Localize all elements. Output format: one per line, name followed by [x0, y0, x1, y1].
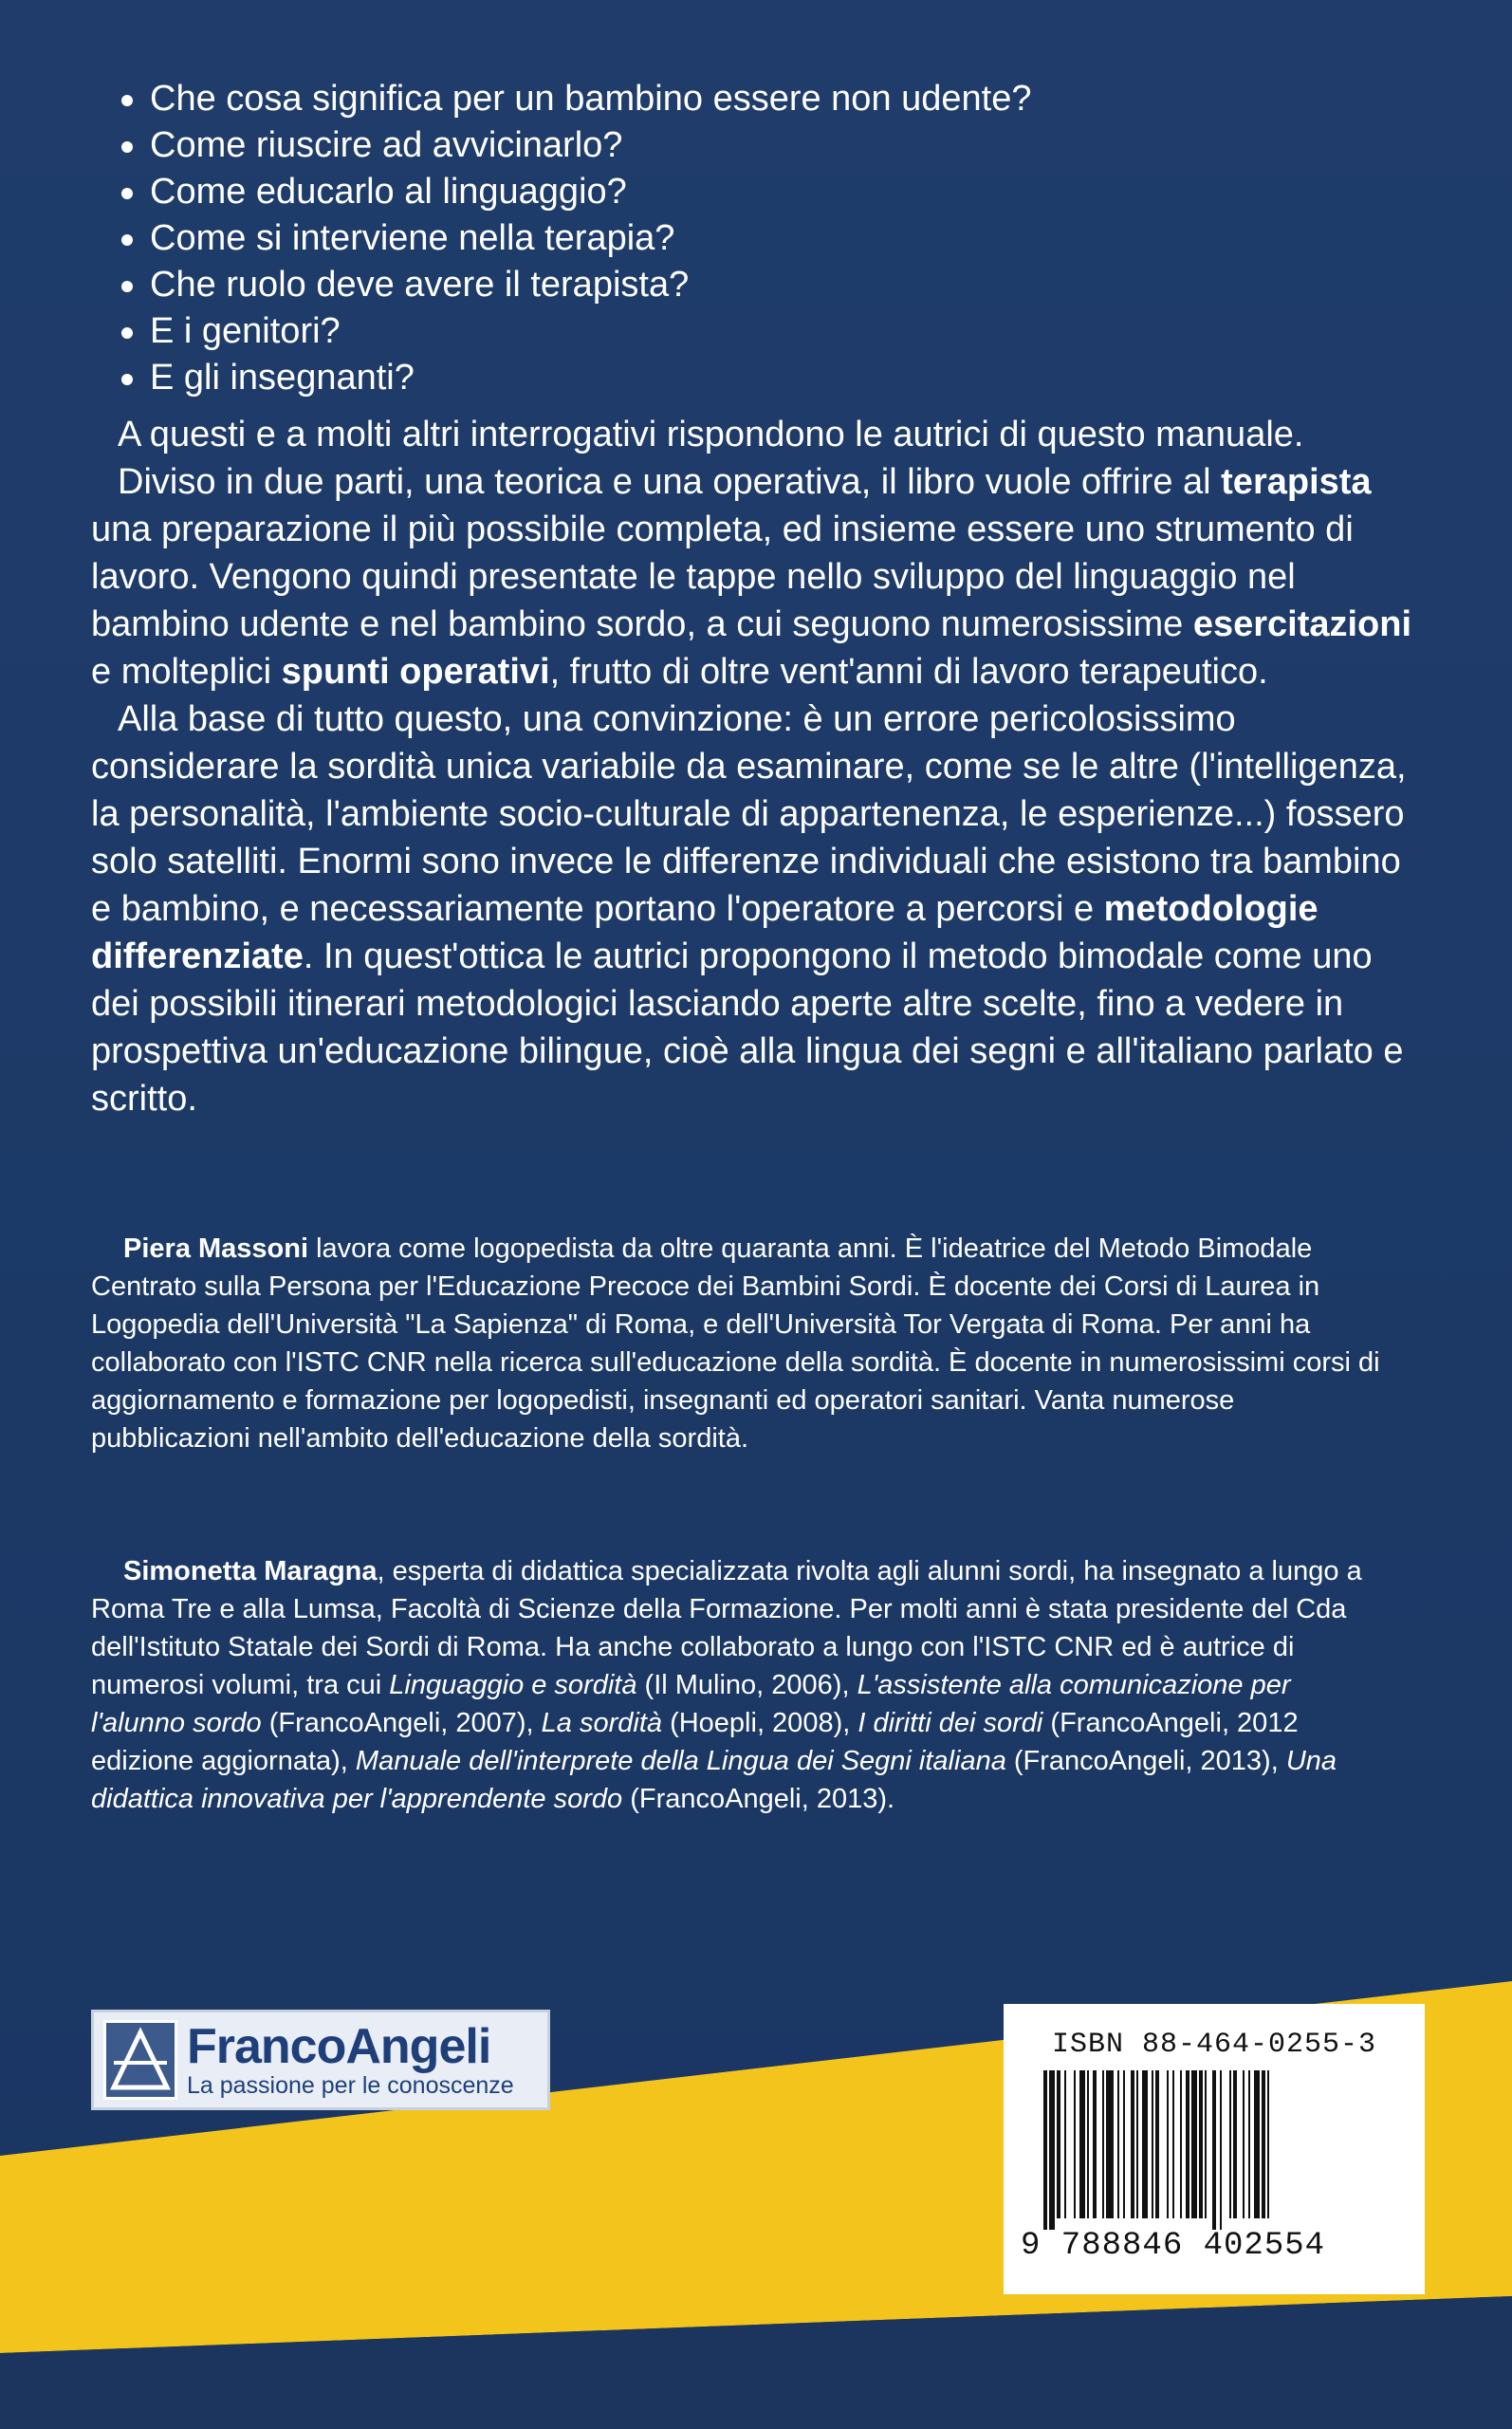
barcode-bar	[1131, 2070, 1134, 2218]
publisher-wordmark	[187, 2021, 514, 2099]
bullet-icon	[121, 95, 133, 106]
book-title: L'assistente alla comunicazione per l'alunno sordo	[91, 1670, 1291, 1738]
blurb-paragraph-1	[91, 411, 1419, 458]
barcode-bar	[1102, 2070, 1104, 2218]
barcode-bar	[1123, 2070, 1125, 2218]
author-bio-maragna	[91, 1552, 1391, 1818]
question-item	[91, 355, 1419, 401]
barcode-bar	[1064, 2070, 1066, 2218]
ean-number: 9 788846 402554	[1021, 2228, 1326, 2264]
question-item	[91, 215, 1419, 262]
blurb-text: A questi e a molti altri interrogativi rispondono le autrici di questo manuale.	[118, 415, 1304, 454]
bio-text: , esperta di didattica specializzata rivolta agli alunni sordi, ha insegnato a lungo a Roma Tre e alla Lumsa, Facoltà di Scienze della Formazione. Per molti anni è stata presidente del Cda dell'Istituto Statale dei Sordi di Roma. Ha anche collaborato a lungo con l'ISTC CNR ed è autrice di numerosi volumi, tra cui	[91, 1556, 1362, 1700]
question-text: E i genitori?	[150, 311, 341, 351]
barcode-bar	[1248, 2070, 1250, 2218]
barcode-bar	[1254, 2070, 1260, 2218]
barcode-bar	[1233, 2070, 1237, 2218]
barcode-bar	[1117, 2070, 1119, 2218]
bio-text: (FrancoAngeli, 2013).	[622, 1784, 895, 1814]
blurb-paragraph-3	[91, 695, 1419, 1122]
bio-text: (FrancoAngeli, 2007),	[261, 1708, 542, 1738]
barcode-bar	[1106, 2070, 1114, 2218]
barcode-bar	[1079, 2070, 1085, 2218]
barcode-bar	[1087, 2070, 1089, 2218]
question-text: Come educarlo al linguaggio?	[150, 172, 627, 212]
barcode-bar	[1229, 2070, 1231, 2218]
question-list	[91, 76, 1419, 401]
bullet-icon	[121, 188, 133, 199]
author-name: Piera Massoni	[123, 1233, 309, 1264]
barcode-icon	[1043, 2070, 1394, 2230]
barcode-bar	[1136, 2070, 1138, 2218]
blurb-emphasis: metodologie differenziate	[91, 889, 1318, 976]
question-item	[91, 169, 1419, 215]
barcode-bar	[1057, 2070, 1060, 2218]
blurb-section	[91, 411, 1419, 1122]
bio-text: (Il Mulino, 2006),	[636, 1670, 857, 1700]
barcode-bar	[1074, 2070, 1076, 2218]
bio-text: (FrancoAngeli, 2012 edizione aggiornata),	[91, 1708, 1299, 1776]
bullet-icon	[121, 281, 133, 292]
barcode-bar	[1043, 2070, 1047, 2230]
blurb-text: e molteplici	[91, 652, 282, 692]
question-item	[91, 122, 1419, 169]
publisher-mark-icon	[103, 2020, 177, 2100]
blurb-text: . In quest'ottica le autrici propongono il metodo bimodale come uno dei possibili itinerari metodologici lasciando aperte altre scelte, fino a vedere in prospettiva un'educazione bilingue, cioè alla lingua dei segni e all'italiano parlato e scritto.	[91, 936, 1404, 1119]
barcode-bar	[1267, 2070, 1269, 2218]
barcode-bar	[1093, 2070, 1097, 2218]
bullet-icon	[121, 234, 133, 246]
blurb-emphasis: terapista	[1221, 462, 1372, 502]
blurb-text: Alla base di tutto questo, una convinzione: è un errore pericolosissimo considerare la sordità unica variabile da esaminare, come se le altre (l'intelligenza, la personalità, l'ambiente socio-culturale di appartenenza, le esperienze...) fossero solo satelliti. Enormi sono invece le differenze individuali che esistono tra bambino e bambino, e necessariamente portano l'operatore a percorsi e	[91, 699, 1407, 929]
publisher-tagline: La passione per le conoscenze	[187, 2072, 514, 2099]
book-title: Linguaggio e sordità	[389, 1670, 637, 1700]
question-item	[91, 308, 1419, 355]
bio-text: (FrancoAngeli, 2013),	[1005, 1746, 1286, 1776]
bio-text: (Hoepli, 2008),	[662, 1708, 858, 1738]
barcode-bar	[1191, 2070, 1197, 2218]
blurb-text: Diviso in due parti, una teorica e una operativa, il libro vuole offrire al	[118, 462, 1222, 502]
question-text: Che ruolo deve avere il terapista?	[150, 265, 690, 305]
blurb-emphasis: spunti operativi	[281, 652, 550, 692]
bio-paragraph	[91, 1552, 1391, 1818]
barcode-bar	[1167, 2070, 1169, 2218]
question-text: E gli insegnanti?	[150, 358, 415, 398]
barcode-bar	[1205, 2070, 1207, 2218]
bullet-icon	[121, 141, 133, 153]
question-text: Come riuscire ad avvicinarlo?	[150, 125, 623, 165]
book-title: I diritti dei sordi	[857, 1708, 1043, 1738]
barcode-bar	[1152, 2070, 1153, 2218]
book-title: Manuale dell'interprete della Lingua dei Segni italiana	[355, 1746, 1006, 1776]
bio-text: lavora come logopedista da oltre quaranta anni. È l'ideatrice del Metodo Bimodale Centrato sulla Persona per l'Educazione Precoce dei Bambini Sordi. È docente dei Corsi di Laurea in Logopedia dell'Università "La Sapienza" di Roma, e dell'Università Tor Vergata di Roma. Per anni ha collaborato con l'ISTC CNR nella ricerca sull'educazione della sordità. È docente in numerosissimi corsi di aggiornamento e formazione per logopedisti, insegnanti ed operatori sanitari. Vanta numerose pubblicazioni nell'ambito dell'educazione della sordità.	[91, 1233, 1380, 1454]
blurb-paragraph-2	[91, 458, 1419, 695]
barcode-bar	[1049, 2070, 1055, 2230]
bullet-icon	[121, 374, 133, 385]
publisher-name: FrancoAngeli	[187, 2019, 491, 2074]
bio-paragraph	[91, 1230, 1391, 1457]
author-name: Simonetta Maragna	[123, 1556, 378, 1586]
bullet-icon	[121, 327, 133, 339]
isbn-number: ISBN 88-464-0255-3	[1051, 2029, 1377, 2061]
author-bio-massoni	[91, 1230, 1391, 1457]
book-title: Una didattica innovativa per l'apprendente sordo	[91, 1746, 1337, 1814]
barcode-bar	[1243, 2070, 1245, 2218]
question-text: Che cosa significa per un bambino essere non udente?	[150, 79, 1032, 119]
blurb-emphasis: esercitazioni	[1192, 604, 1412, 644]
barcode-bar	[1186, 2070, 1189, 2218]
barcode-bar	[1172, 2070, 1174, 2218]
book-title: La sordità	[541, 1708, 663, 1738]
publisher-logo	[91, 2010, 550, 2110]
question-text: Come si interviene nella terapia?	[150, 218, 675, 258]
barcode-bar	[1199, 2070, 1203, 2218]
barcode-bar	[1142, 2070, 1148, 2218]
barcode-bar	[1220, 2070, 1222, 2230]
question-item	[91, 76, 1419, 122]
blurb-text: una preparazione il più possibile completa, ed insieme essere uno strumento di lavoro. Vengono quindi presentate le tappe nello sviluppo del linguaggio nel bambino udente e nel bambino sordo, a cui seguono numerosissime	[91, 510, 1354, 644]
barcode-bar	[1262, 2070, 1265, 2218]
barcode-bar	[1212, 2070, 1216, 2230]
barcode-bar	[1180, 2070, 1182, 2218]
blurb-text: , frutto di oltre vent'anni di lavoro terapeutico.	[549, 652, 1268, 692]
isbn-barcode-label	[1004, 2004, 1425, 2294]
barcode-bar	[1155, 2070, 1159, 2218]
question-item	[91, 262, 1419, 308]
